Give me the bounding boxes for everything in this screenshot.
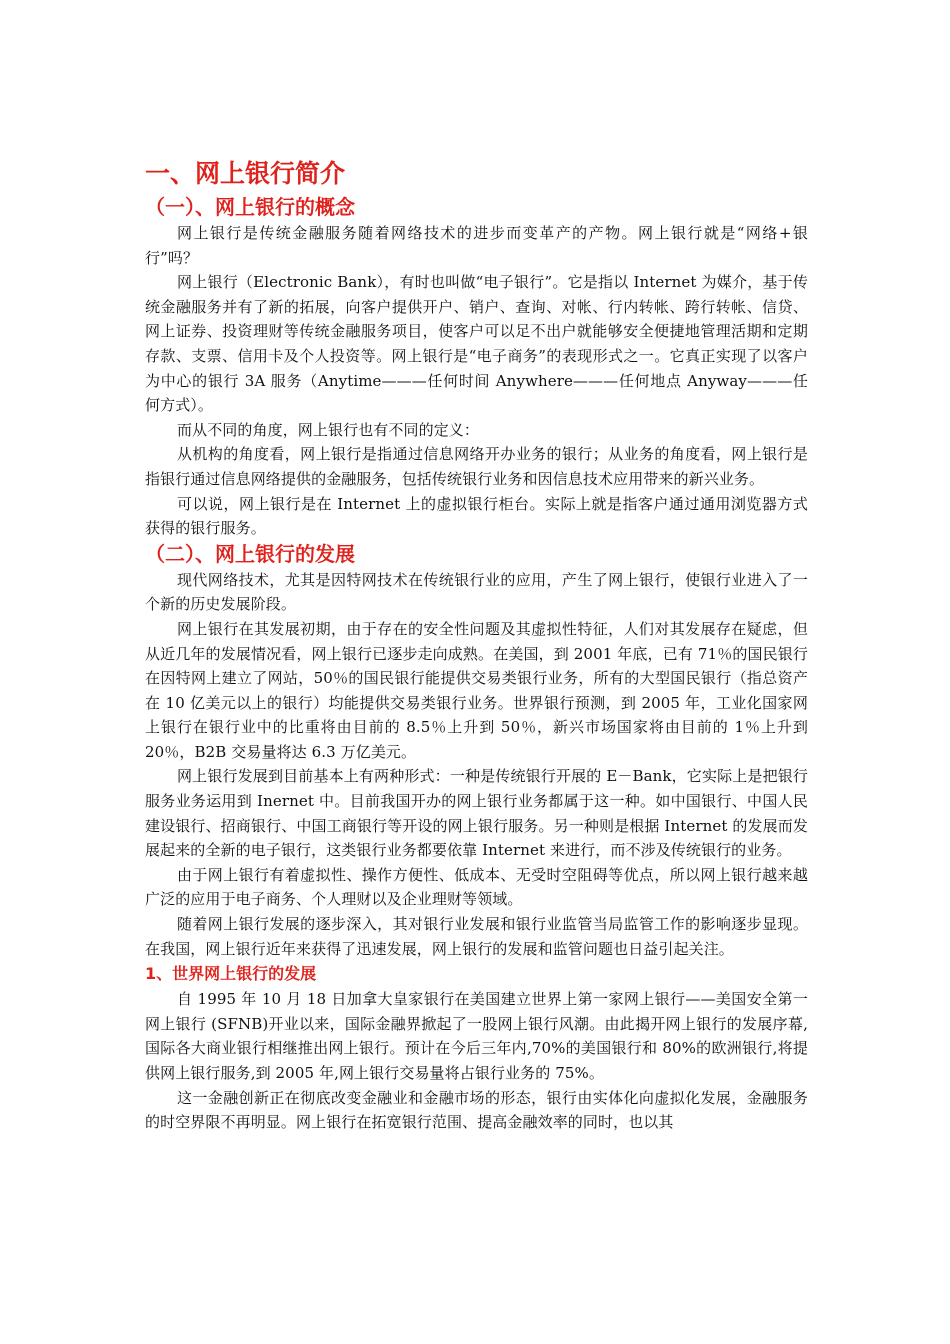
paragraph: 随着网上银行发展的逐步深入，其对银行业发展和银行业监管当局监管工作的影响逐步显现。在我国，网上银行近年来获得了迅速发展，网上银行的发展和监管问题也日益引起关注。: [145, 915, 808, 958]
paragraph: 可以说，网上银行是在 Internet 上的虚拟银行柜台。实际上就是指客户通过通用浏览器方式获得的银行服务。: [145, 494, 808, 538]
paragraph: 这一金融创新正在彻底改变金融业和金融市场的形态，银行由实体化向虚拟化发展，金融服务的时空界限不再明显。网上银行在拓宽银行范围、提高金融效率的同时，也以其: [145, 1088, 808, 1132]
document-body: [145, 156, 808, 1135]
paragraph: 网上银行在其发展初期，由于存在的安全性问题及其虚拟性特征，人们对其发展存在疑虑，但从近几年的发展情况看，网上银行已逐步走向成熟。在美国，到 2001 年底，已有 71％的国民银行在因特网上建立了网站，50％的国民银行能提供交易类银行业务，所有的大型国民银行（指总资产在 10 亿美元以上的银行）均能提供交易类银行业务。世界银行预测，到 2005 年，工业化国家网上银行在银行业中的比重将由目前的 8.5％上升到 50％，新兴市场国家将由目前的 1％上升到 20％，B2B 交易量将达 6.3 万亿美元。: [145, 619, 808, 761]
section-heading-concept: （一）、网上银行的概念: [145, 195, 355, 219]
main-heading: 一、网上银行简介: [145, 159, 346, 188]
paragraph: 现代网络技术，尤其是因特网技术在传统银行业的应用，产生了网上银行，使银行业进入了一个新的历史发展阶段。: [145, 570, 808, 614]
paragraph: 网上银行（Electronic Bank），有时也叫做“电子银行”。它是指以 Internet 为媒介，基于传统金融服务并有了新的拓展，向客户提供开户、销户、查询、对帐、行内转帐、跨行转帐、信贷、网上证券、投资理财等传统金融服务项目，使客户可以足不出户就能够安全便捷地管理活期和定期存款、支票、信用卡及个人投资等。网上银行是“电子商务”的表现形式之一。它真正实现了以客户为中心的银行 3A 服务（Anytime———任何时间 Anywhere———任何地点 Anyway———任何方式）。: [145, 273, 808, 415]
paragraph: 从机构的角度看，网上银行是指通过信息网络开办业务的银行；从业务的角度看，网上银行是指银行通过信息网络提供的金融服务，包括传统银行业务和因信息技术应用带来的新兴业务。: [145, 445, 808, 488]
paragraph: 网上银行是传统金融服务随着网络技术的进步而变革产的产物。网上银行就是“网络+银行”吗？: [145, 224, 808, 267]
paragraph: 由于网上银行有着虚拟性、操作方便性、低成本、无受时空阻碍等优点，所以网上银行越来越广泛的应用于电子商务、个人理财以及企业理财等领域。: [145, 865, 808, 909]
paragraph: 网上银行发展到目前基本上有两种形式：一种是传统银行开展的 E－Bank，它实际上是把银行服务业务运用到 Inernet 中。目前我国开办的网上银行业务都属于这一种。如中国银行、中国人民建设银行、招商银行、中国工商银行等开设的网上银行服务。另一种则是根据 Internet 的发展而发展起来的全新的电子银行，这类银行业务都要依靠 Internet 来进行，而不涉及传统银行的业务。: [145, 767, 808, 860]
subsection-heading-world: 1、世界网上银行的发展: [145, 964, 317, 984]
paragraph: 而从不同的角度，网上银行也有不同的定义：: [177, 420, 480, 439]
section-heading-development: （二）、网上银行的发展: [145, 541, 355, 566]
paragraph: 自 1995 年 10 月 18 日加拿大皇家银行在美国建立世界上第一家网上银行——美国安全第一网上银行 (SFNB)开业以来，国际金融界掀起了一股网上银行风潮。由此揭开网上银行的发展序幕,国际各大商业银行相继推出网上银行。预计在今后三年内,70%的美国银行和 80%的欧洲银行,将提供网上银行服务,到 2005 年,网上银行交易量将占银行业务的 75%。: [145, 990, 808, 1082]
